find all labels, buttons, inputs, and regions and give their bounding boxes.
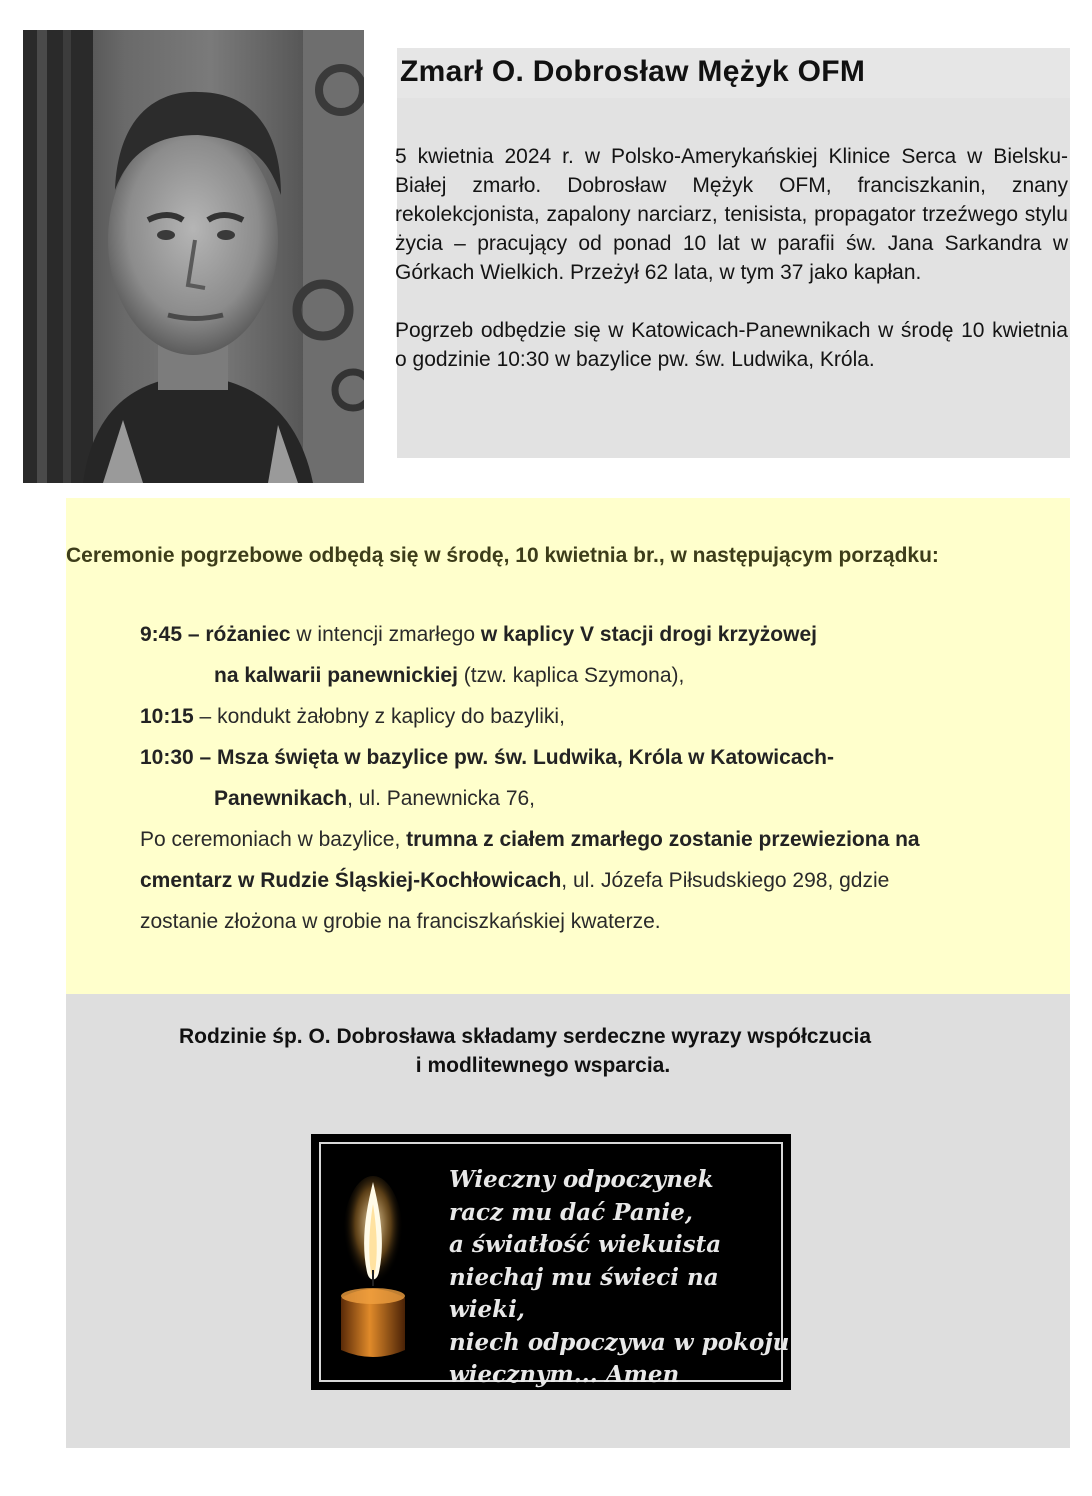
- ceremony-intro: Ceremonie pogrzebowe odbędą się w środę, 10 kwietnia br., w następującym porządku:: [66, 544, 939, 567]
- prayer-line: niechaj mu świeci na wieki,: [449, 1263, 719, 1323]
- after-ceremony-3: [140, 910, 661, 934]
- candle-icon: [333, 1174, 413, 1364]
- bio-paragraph-1: 5 kwietnia 2024 r. w Polsko-Amerykańskiej Klinice Serca w Bielsku-Białej zmarło. Dobrosław Mężyk OFM, franciszkanin, znany rekolekcjonista, zapalony narciarz, tenisista, propagator trzeźwego stylu życia – pracujący od ponad 10 lat w parafii św. Jana Sarkandra w Górkach Wielkich. Przeżył 62 lata, w tym 37 jako kapłan.: [395, 145, 1068, 284]
- page-title: Zmarł O. Dobrosław Mężyk OFM: [400, 55, 866, 88]
- schedule-item-3-cont: [214, 787, 535, 811]
- prayer-line: racz mu dać Panie,: [449, 1198, 693, 1226]
- after-ceremony-1: [140, 828, 920, 852]
- schedule-time-1: 9:45 – różaniec: [140, 623, 291, 646]
- schedule-text: , ul. Józefa Piłsudskiego 298, gdzie: [561, 869, 890, 892]
- bio-text: [395, 142, 1068, 403]
- schedule-text: – kondukt żałobny z kaplicy do bazyliki,: [193, 705, 565, 728]
- after-ceremony-2: [140, 869, 889, 893]
- bio-paragraph-2: Pogrzeb odbędzie się w Katowicach-Panewnikach w środę 10 kwietnia o godzinie 10:30 w bazylice pw. św. Ludwika, Króla.: [395, 319, 1068, 371]
- schedule-item-2: [140, 705, 565, 729]
- schedule-text: Po ceremoniach w bazylice,: [140, 828, 407, 851]
- schedule-text: , ul. Panewnicka 76,: [347, 787, 536, 810]
- prayer-line: niech odpoczywa w pokoju: [449, 1328, 790, 1356]
- schedule-bold: trumna z ciałem zmarłego zostanie przewieziona na: [406, 828, 920, 851]
- memorial-card: [311, 1134, 791, 1390]
- schedule-time-3: 10:30 – Msza święta w bazylice pw. św. Ludwika, Króla w Katowicach-: [140, 746, 835, 769]
- condolences-line-1: Rodzinie śp. O. Dobrosława składamy serdeczne wyrazy współczucia: [178, 1025, 872, 1048]
- schedule-text: w intencji zmarłego: [290, 623, 481, 646]
- title-bar: [397, 48, 1070, 99]
- prayer-line: a światłość wiekuista: [449, 1231, 722, 1258]
- schedule-item-1: [140, 623, 817, 647]
- prayer-line: Wieczny odpoczynek: [449, 1166, 714, 1193]
- schedule-item-3: [140, 746, 834, 770]
- schedule-place: w kaplicy V stacji drogi krzyżowej: [480, 623, 817, 646]
- schedule-place: Panewnikach: [214, 787, 348, 810]
- prayer-text: [449, 1164, 791, 1392]
- condolences-text: [66, 1022, 1070, 1080]
- schedule-item-1-cont: [214, 664, 684, 688]
- prayer-line: wiecznym... Amen: [449, 1361, 680, 1388]
- schedule-text: (tzw. kaplica Szymona),: [457, 664, 685, 687]
- schedule-place: na kalwarii panewnickiej: [214, 664, 458, 687]
- cemetery-name: cmentarz w Rudzie Śląskiej-Kochłowicach: [140, 869, 562, 892]
- condolences-line-2: i modlitewnego wsparcia.: [415, 1054, 671, 1077]
- schedule-text: zostanie złożona w grobie na franciszkańskiej kwaterze.: [140, 910, 661, 933]
- portrait-photo: [23, 30, 364, 483]
- schedule-time-2: 10:15: [140, 705, 194, 728]
